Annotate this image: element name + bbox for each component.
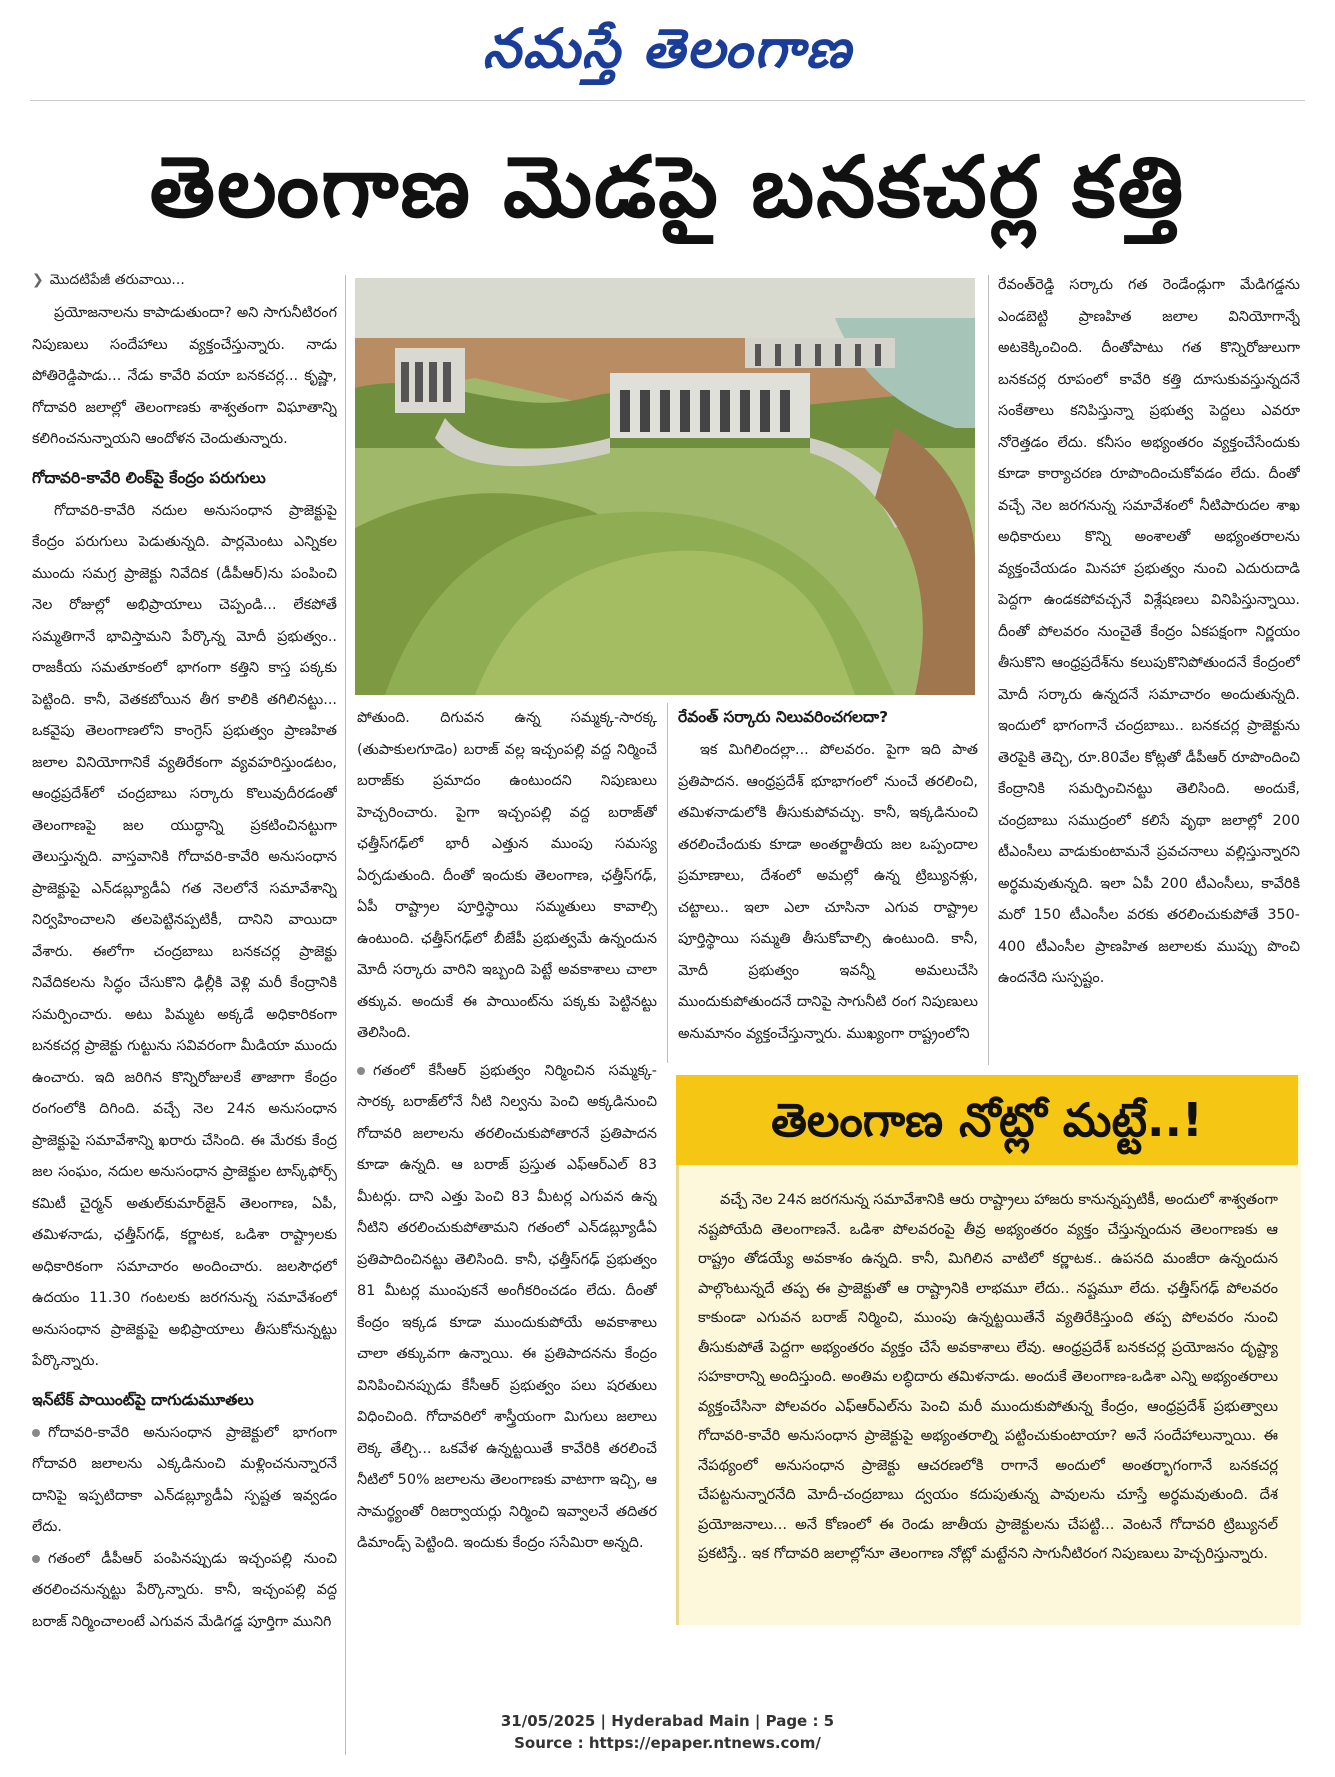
masthead-logo: నమస్తే తెలంగాణ — [482, 16, 853, 80]
paragraph: వచ్చే నెల 24న జరగనున్న సమావేశానికి ఆరు రాష్ట్రాలు హాజరు కానున్నప్పటికీ, అందులో శాశ్వతంగా నష్టపోయేది తెలంగాణనే. ఒడిశా పోలవరంపై తీవ్ర అభ్యంతరం వ్యక్తం చేస్తున్నందున తెలంగాణకు ఆ రాష్ట్రం తోడయ్యే అవకాశం ఉన్నది. కానీ, మిగిలిన వాటిలో కర్ణాటక.. ఉపనది మంజీరా ఉన్నందున పాల్గొంటున్నదే తప్ప ఈ ప్రాజెక్టుతో ఆ రాష్ట్రానికి లాభమూ లేదు.. నష్టమూ లేదు. ఛత్తీస్‌గఢ్ పోలవరం కాకుండా ఎగువన బరాజ్ నిర్మించి, ముంపు ఉన్నట్టయితేనే వ్యతిరేకిస్తుంది తప్ప పోలవరం నుంచి తీసుకుపోతే పెద్దగా అభ్యంతరం వ్యక్తం చేసే అవకాశాలు లేవు. ఆంధ్రప్రదేశ్ బనకచర్ల ప్రయోజనం దృష్ట్యా సహకారాన్ని అందిస్తుంది. అంతిమ లబ్ధిదారు తమిళనాడు. అందుకే తెలంగాణ-ఒడిశా ఎన్ని అభ్యంతరాలు వ్యక్తంచేసినా పోలవరం ఎఫ్‌ఆర్‌ఎల్‌ను పెంచి మరీ ముందుకుపోతున్న కేంద్రం, ఆంధ్రప్రదేశ్ ప్రభుత్వాలు గోదావరి-కావేరి అనుసంధాన ప్రాజెక్టుపై అభ్యంతరాల్ని పట్టించుకుంటాయా? అనే సందేహాలున్నాయి. ఈ నేపథ్యంలో అనుసంధాన ప్రాజెక్టు ఆచరణలోకి రాగానే అందులో అంతర్భాగంగానే బనకచర్ల చేపట్టనున్నారనేది మోదీ-చంద్రబాబు ద్వయం కదుపుతున్న పావులను చూస్తే అర్థమవుతుంది. దేశ ప్రయోజనాలు... అనే కోణంలో ఈ రెండు జాతీయ ప్రాజెక్టులను చేపట్టి... వెంటనే గోదావరి ట్రిబ్యునల్ ప్రకటిస్తే.. ఇక గోదావరి జలాల్లోనూ తెలంగాణ నోట్లో మట్టేనని సాగునీటిరంగ నిపుణులు హెచ్చరిస్తున్నారు. — [698, 1191, 1278, 1562]
paragraph: గోదావరి-కావేరి నదుల అనుసంధాన ప్రాజెక్టుపై కేంద్రం పరుగులు పెడుతున్నది. పార్లమెంటు ఎన్నికల ముందు సమగ్ర ప్రాజెక్టు నివేదిక (డీపీఆర్)ను పంపించి నెల రోజుల్లో అభిప్రాయాలు చెప్పండి... లేకపోతే సమ్మతిగానే భావిస్తామని పేర్కొన్న మోదీ ప్రభుత్వం.. రాజకీయ సమతూకంలో భాగంగా కత్తిని కాస్త పక్కకు పెట్టింది. కానీ, వెతకబోయిన తీగ కాలికి తగిలినట్టు... ఒకవైపు తెలంగాణలోని కాంగ్రెస్ ప్రభుత్వం ప్రాణహిత జలాల వినియోగానికే వ్యతిరేకంగా వ్యవహరిస్తుండటం, ఆంధ్రప్రదేశ్‌లో చంద్రబాబు సర్కారు కొలువుదీరడంతో తెలంగాణపై జల యుద్ధాన్ని ప్రకటించినట్టుగా తెలుస్తున్నది. వాస్తవానికి గోదావరి-కావేరి అనుసంధాన ప్రాజెక్టుపై ఎన్‌డబ్ల్యూడీఏ గత నెలలోనే సమావేశాన్ని నిర్వహించాలని తలపెట్టినప్పటికీ, దానిని వాయిదా వేశారు. ఈలోగా చంద్రబాబు బనకచర్ల ప్రాజెక్టు నివేదికలను సిద్ధం చేసుకొని ఢిల్లీకి వెళ్లి మరీ కేంద్రానికి సమర్పించారు. అటు పిమ్మట అక్కడే అధికారికంగా బనకచర్ల ప్రాజెక్టు గుట్టును సవివరంగా మీడియా ముందు ఉంచారు. ఇది జరిగిన కొన్నిరోజులకే తాజాగా కేంద్రం రంగంలోకి దిగింది. వచ్చే నెల 24న అనుసంధాన ప్రాజెక్టుపై సమావేశాన్ని ఖరారు చేసింది. ఈ మేరకు కేంద్ర జల సంఘం, నదుల అనుసంధాన ప్రాజెక్టుల టాస్క్‌ఫోర్స్ కమిటీ చైర్మన్ అతుల్‌కుమార్‌జైన్ తెలంగాణ, ఏపీ, తమిళనాడు, ఛత్తీస్‌గఢ్, కర్ణాటక, ఒడిశా రాష్ట్రాలకు అధికారికంగా సమాచారం అందించారు. జలసౌధలో ఉదయం 11.30 గంటలకు జరగనున్న సమావేశంలో అనుసంధాన ప్రాజెక్టుపై అభిప్రాయాలు తీసుకోనున్నట్టు పేర్కొన్నారు. — [32, 502, 337, 1369]
article-column-1 — [32, 268, 337, 1758]
subheading: ఇన్‌టేక్ పాయింట్‌పై దాగుడుమూతలు — [32, 1390, 254, 1409]
sidebar-body — [698, 1185, 1278, 1569]
bullet-text: గతంలో కేసీఆర్ ప్రభుత్వం నిర్మించిన సమ్మక్క-సారక్క బరాజ్‌లోనే నీటి నిల్వను పెంచి అక్కడినుంచి గోదావరి జలాలను తరలించుకుపోతారనే ప్రతిపాదన కూడా ఉన్నది. ఆ బరాజ్ ప్రస్తుత ఎఫ్‌ఆర్‌ఎల్ 83 మీటర్లు. దాని ఎత్తు పెంచి 83 మీటర్ల ఎగువన ఉన్న నీటిని తరలించుకుపోతామని గతంలో ఎన్‌డబ్ల్యూడీఏ ప్రతిపాదించినట్టు తెలిసింది. కానీ, ఛత్తీస్‌గఢ్ ప్రభుత్వం 81 మీటర్ల ముంపుకనే అంగీకరించడం లేదు. దీంతో కేంద్రం ఇక్కడ కూడా ముందుకుపోయే అవకాశాలు చాలా తక్కువగా ఉన్నాయి. ఈ ప్రతిపాదనను కేంద్రం వినిపించినప్పుడు కేసీఆర్ ప్రభుత్వం పలు షరతులు విధించింది. గోదావరిలో శాస్త్రీయంగా మిగులు జలాలు లెక్క తేల్చి... ఒకవేళ ఉన్నట్టయితే కావేరికి తరలించే నీటిలో 50% జలాలను తెలంగాణకు వాటాగా ఇచ్చి, ఆ సామర్థ్యంతో రిజర్వాయర్లు నిర్మించి ఇవ్వాలనే తదితర డిమాండ్స్ పెట్టింది. ఇందుకు కేంద్రం ససేమిరా అన్నది. — [357, 1062, 657, 1551]
footer-dateline: 31/05/2025 | Hyderabad Main | Page : 5 — [500, 1712, 835, 1730]
paragraph: పోతుంది. దిగువన ఉన్న సమ్మక్క-సారక్క (తుపాకులగూడెం) బరాజ్ వల్ల ఇచ్చంపల్లి వద్ద నిర్మించే బరాజ్‌కు ప్రమాదం ఉంటుందని నిపుణులు హెచ్చరించారు. పైగా ఇచ్చంపల్లి వద్ద బరాజ్‌తో ఛత్తీస్‌గఢ్‌లో భారీ ఎత్తున ముంపు సమస్య ఏర్పడుతుంది. దీంతో ఇందుకు తెలంగాణ, ఛత్తీస్‌గఢ్, ఏపీ రాష్ట్రాల పూర్తిస్థాయి సమ్మతులు కావాల్సి ఉంటుంది. ఛత్తీస్‌గఢ్‌లో బీజేపీ ప్రభుత్వమే ఉన్నందున మోదీ సర్కారు వారిని ఇబ్బంది పెట్టే అవకాశాలు చాలా తక్కువ. అందుకే ఈ పాయింట్‌ను పక్కకు పెట్టినట్టు తెలిసింది. — [357, 710, 657, 1041]
paragraph: ప్రయోజనాలను కాపాడుతుందా? అని సాగునీటిరంగ నిపుణులు సందేహాలు వ్యక్తంచేస్తున్నారు. నాడు పోతిరెడ్డిపాడు... నేడు కావేరి వయా బనకచర్ల... కృష్ణా, గోదావరి జలాల్లో తెలంగాణకు శాశ్వతంగా విఘాతాన్ని కలిగించనున్నాయని ఆందోళన చెందుతున్నారు. — [32, 305, 337, 447]
article-column-3 — [678, 703, 978, 1063]
paragraph: రేవంత్‌రెడ్డి సర్కారు గత రెండేండ్లుగా మేడిగడ్డను ఎండబెట్టి ప్రాణహిత జలాల వినియోగాన్నే అటకెక్కించింది. దీంతోపాటు గత కొన్నిరోజులుగా బనకచర్ల రూపంలో కావేరి కత్తి దూసుకువస్తున్నదనే సంకేతాలు కనిపిస్తున్నా ప్రభుత్వ పెద్దలు ఎవరూ నోరెత్తడం లేదు. కనీసం అభ్యంతరం వ్యక్తంచేసేందుకు కూడా కార్యాచరణ రూపొందించుకోవడం లేదు. దీంతో వచ్చే నెల జరగనున్న సమావేశంలో నీటిపారుదల శాఖ అధికారులు కొన్ని అంశాలతో అభ్యంతరాలను వ్యక్తంచేయడం మినహా ప్రభుత్వం నుంచి ఎదురుదాడి పెద్దగా ఉండకపోవచ్చనే విశ్లేషణలు వినిపిస్తున్నాయి. దీంతో పోలవరం నుంచైతే కేంద్రం ఏకపక్షంగా నిర్ణయం తీసుకొని ఆంధ్రప్రదేశ్‌ను కలుపుకొనిపోతుందనే కేంద్రంలో మోదీ సర్కారు ఉన్నదనే సమాచారం అందుతున్నది. ఇందులో భాగంగానే చంద్రబాబు.. బనకచర్ల ప్రాజెక్టును తెరపైకి తెచ్చి, రూ.80వేల కోట్లతో డీపీఆర్ రూపొందించి కేంద్రానికి సమర్పించినట్టు తెలిసింది. అందుకే, చంద్రబాబు సముద్రంలో కలిసే వృథా జలాల్లో 200 టీఎంసీలు వాడుకుంటామనే ప్రవచనాలు వల్లిస్తున్నారని అర్థమవుతున్నది. ఇలా ఏపీ 200 టీఎంసీలు, కావేరికి మరో 150 టీఎంసీల వరకు తరలించుకుపోతే 350-400 టీఎంసీల ప్రాణహిత జలాలకు ముప్పు పొంచి ఉందనేది సుస్పష్టం. — [998, 277, 1300, 986]
article-column-4 — [998, 270, 1300, 1065]
column-divider — [988, 275, 989, 1065]
column-divider — [345, 275, 346, 1755]
bullet-icon — [32, 1429, 40, 1437]
masthead — [0, 8, 1335, 88]
bullet-paragraph — [357, 1056, 657, 1560]
column-divider — [667, 703, 668, 1063]
bullet-icon — [32, 1555, 40, 1563]
headline-text: తెలంగాణ మెడపై బనకచర్ల కత్తి — [149, 138, 1186, 236]
continued-note — [32, 268, 337, 292]
subheading: గోదావరి-కావేరి లింక్‌పై కేంద్రం పరుగులు — [32, 468, 266, 487]
headline — [30, 112, 1305, 262]
barrage-illustration — [355, 278, 975, 695]
sidebar-title-text: తెలంగాణ నోట్లో మట్టే..! — [771, 1093, 1203, 1147]
bullet-paragraph — [32, 1544, 337, 1639]
chevron-right-icon: ❯ — [32, 272, 44, 288]
bullet-text: గోదావరి-కావేరి అనుసంధాన ప్రాజెక్టులో భాగంగా గోదావరి జలాలను ఎక్కడినుంచి మళ్లించనున్నారనే దానిపై ఇప్పటిదాకా ఎన్‌డబ్ల్యూడీఏ స్పష్టత ఇవ్వడం లేదు. — [32, 1424, 337, 1535]
sidebar-title — [676, 1075, 1298, 1165]
bullet-paragraph — [32, 1418, 337, 1544]
footer-source-link[interactable]: Source : https://epaper.ntnews.com/ — [514, 1734, 821, 1752]
paragraph: ఇక మిగిలిందల్లా... పోలవరం. పైగా ఇది పాత ప్రతిపాదన. ఆంధ్రప్రదేశ్ భూభాగంలో నుంచే తరలించి, తమిళనాడులోకి తీసుకుపోవచ్చు. కానీ, ఇక్కడినుంచి తరలించేందుకు కూడా అంతర్జాతీయ జల ఒప్పందాల ప్రమాణాలు, దేశంలో అమల్లో ఉన్న ట్రిబ్యునళ్లు, చట్టాలు.. ఇలా ఎలా చూసినా ఎగువ రాష్ట్రాల పూర్తిస్థాయి సమ్మతి తీసుకోవాల్సి ఉంటుంది. కానీ, మోదీ ప్రభుత్వం ఇవన్నీ అమలుచేసి ముందుకుపోతుందనే దానిపై సాగునీటి రంగ నిపుణులు అనుమానం వ్యక్తంచేస్తున్నారు. ముఖ్యంగా రాష్ట్రంలోని — [678, 742, 978, 1042]
article-column-2 — [357, 703, 657, 1753]
masthead-divider — [30, 100, 1305, 101]
bullet-icon — [357, 1067, 365, 1075]
bullet-text: గతంలో డీపీఆర్ పంపినప్పుడు ఇచ్చంపల్లి నుంచి తరలించనున్నట్టు పేర్కొన్నారు. కానీ, ఇచ్చంపల్లి వద్ద బరాజ్ నిర్మించాలంటే ఎగువన మేడిగడ్డ పూర్తిగా మునిగి — [32, 1550, 337, 1630]
barrage-photo — [355, 278, 975, 695]
subheading: రేవంత్ సర్కారు నిలువరించగలదా? — [678, 708, 889, 726]
continued-text: మొదటిపేజీ తరువాయి... — [49, 272, 185, 288]
